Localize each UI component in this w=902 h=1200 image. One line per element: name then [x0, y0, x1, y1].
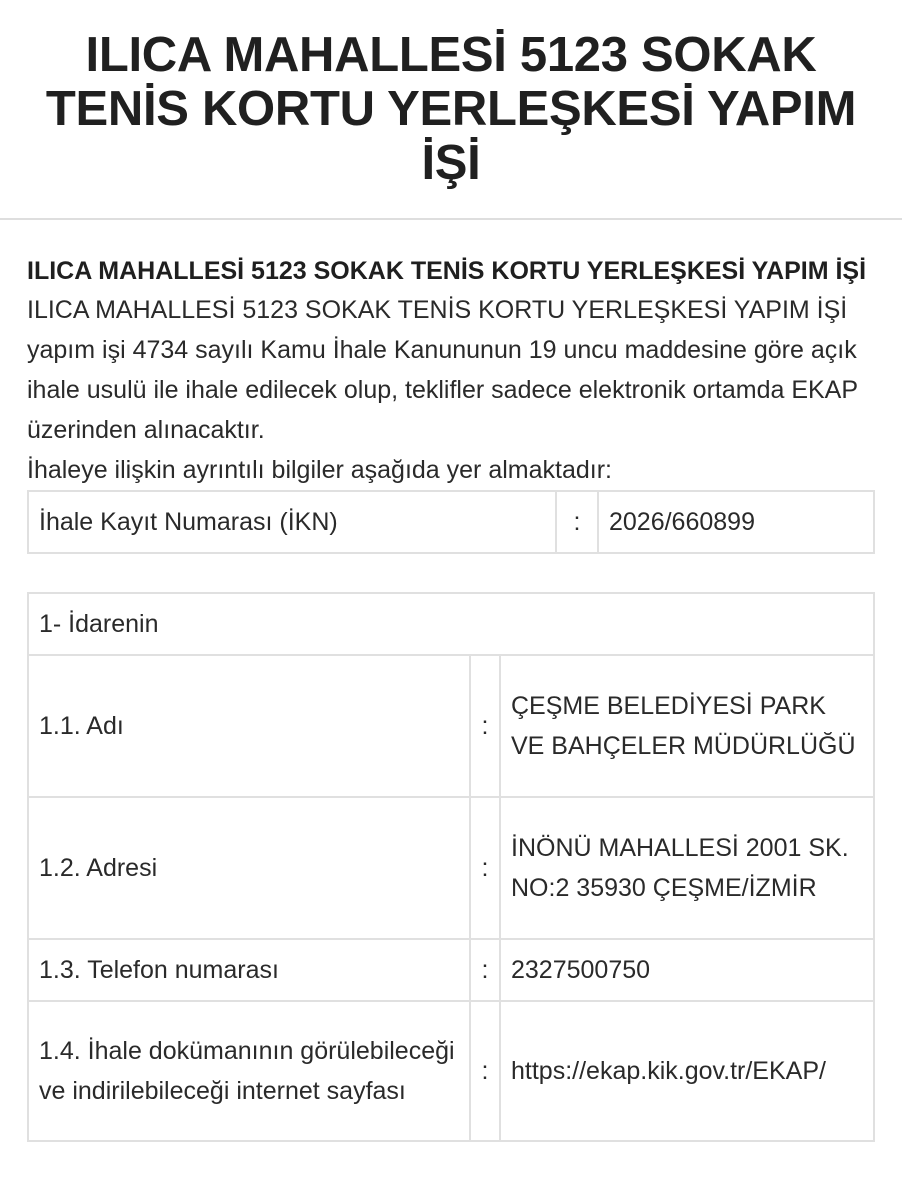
table-row: [28, 655, 874, 797]
admin-website-label: 1.4. İhale dokümanının görülebileceği ve indirilebileceği internet sayfası: [28, 1001, 470, 1141]
ikn-separator: :: [556, 491, 598, 553]
row-separator: :: [470, 655, 500, 797]
announcement-content: [0, 220, 902, 1142]
ikn-row: [28, 491, 874, 553]
admin-address-label: 1.2. Adresi: [28, 797, 470, 939]
details-intro: İhaleye ilişkin ayrıntılı bilgiler aşağıda yer almaktadır:: [27, 456, 612, 484]
row-separator: :: [470, 797, 500, 939]
administration-heading: 1- İdarenin: [28, 593, 874, 655]
ikn-value: 2026/660899: [598, 491, 874, 553]
administration-heading-row: [28, 593, 874, 655]
table-row: [28, 1001, 874, 1141]
admin-website-link[interactable]: https://ekap.kik.gov.tr/EKAP/: [500, 1001, 874, 1141]
table-row: [28, 939, 874, 1001]
admin-name-value: ÇEŞME BELEDİYESİ PARK VE BAHÇELER MÜDÜRLÜĞÜ: [500, 655, 874, 797]
page-header: [0, 0, 902, 220]
row-separator: :: [470, 1001, 500, 1141]
admin-address-value: İNÖNÜ MAHALLESİ 2001 SK. NO:2 35930 ÇEŞME/İZMİR: [500, 797, 874, 939]
administration-table: [27, 592, 875, 1142]
admin-phone-value: 2327500750: [500, 939, 874, 1001]
table-row: [28, 797, 874, 939]
ikn-label: İhale Kayıt Numarası (İKN): [28, 491, 556, 553]
announcement-paragraph: ILICA MAHALLESİ 5123 SOKAK TENİS KORTU YERLEŞKESİ YAPIM İŞİ yapım işi 4734 sayılı Kamu İhale Kanununun 19 uncu maddesine göre açık ihale usulü ile ihale edilecek olup, teklifler sadece elektronik ortamda EKAP üzerinden alınacaktır.: [27, 296, 858, 444]
admin-phone-label: 1.3. Telefon numarası: [28, 939, 470, 1001]
admin-name-label: 1.1. Adı: [28, 655, 470, 797]
row-separator: :: [470, 939, 500, 1001]
announcement-subtitle: ILICA MAHALLESİ 5123 SOKAK TENİS KORTU YERLEŞKESİ YAPIM İŞİ: [27, 257, 867, 285]
ikn-table: [27, 490, 875, 554]
page-title: ILICA MAHALLESİ 5123 SOKAK TENİS KORTU YERLEŞKESİ YAPIM İŞİ: [45, 28, 857, 190]
